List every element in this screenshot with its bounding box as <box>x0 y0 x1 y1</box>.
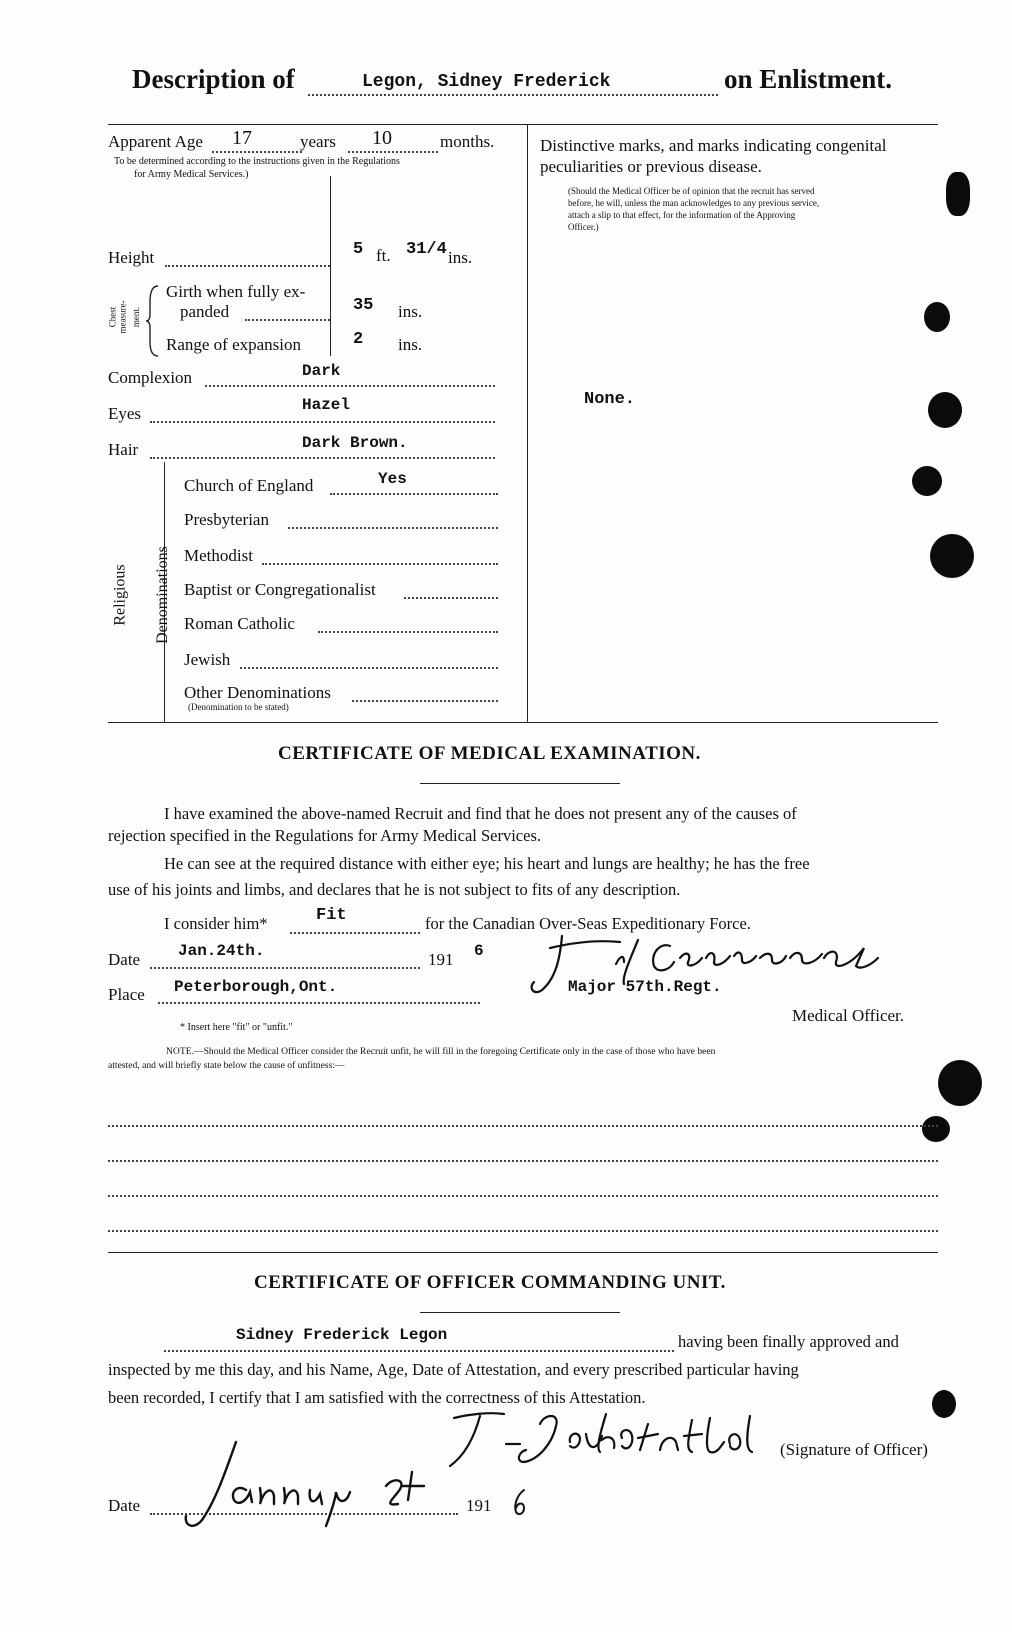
commanding-certificate-title: CERTIFICATE OF OFFICER COMMANDING UNIT. <box>254 1272 726 1293</box>
binder-hole <box>938 1060 982 1106</box>
header-suffix: on Enlistment. <box>724 64 893 94</box>
months-label: months. <box>440 132 495 151</box>
medical-date-value: Jan.24th. <box>178 942 265 960</box>
religion-presbyterian: Presbyterian <box>184 510 269 529</box>
medical-para-2a: He can see at the required distance with either eye; his heart and lungs are healthy; he has the free <box>164 854 810 873</box>
height-ins-label: ins. <box>448 248 473 267</box>
girth-label-1: Girth when fully ex- <box>166 282 306 301</box>
section-rule <box>108 722 938 723</box>
commanding-title-rule <box>420 1312 620 1313</box>
girth-label-2: panded <box>180 302 230 321</box>
medical-place-line <box>158 1002 480 1004</box>
age-note-2: for Army Medical Services.) <box>134 169 249 180</box>
medical-para-1b: rejection specified in the Regulations for Army Medical Services. <box>108 826 541 845</box>
range-label: Range of expansion <box>166 335 302 354</box>
age-years-line <box>212 151 302 153</box>
religion-line-0 <box>330 493 498 495</box>
consider-prefix: I consider him* <box>164 914 268 933</box>
signature-of-officer-label: (Signature of Officer) <box>780 1440 928 1459</box>
girth-value: 35 <box>353 296 374 315</box>
range-unit: ins. <box>398 335 423 354</box>
height-ins-value: 31/4 <box>406 240 447 259</box>
unfitness-line-2 <box>108 1160 938 1162</box>
religious-label-1: Religious <box>111 564 129 626</box>
religion-church-of-england: Church of England <box>184 476 314 495</box>
chest-label-1: Chest <box>107 306 118 328</box>
hair-line <box>150 457 495 459</box>
consider-suffix: for the Canadian Over-Seas Expeditionary Force. <box>425 914 751 933</box>
age-months-value: 10 <box>372 127 392 149</box>
medical-place-label: Place <box>108 985 145 1004</box>
religion-other: Other Denominations <box>184 683 331 702</box>
range-value: 2 <box>353 330 364 349</box>
unfitness-line-3 <box>108 1195 938 1197</box>
medical-year-digit: 6 <box>474 942 484 960</box>
eyes-value: Hazel <box>302 396 351 414</box>
age-note-1: To be determined according to the instructions given in the Regulations <box>114 156 400 167</box>
chest-label-2: measure- <box>117 300 128 334</box>
eyes-label: Eyes <box>108 404 142 423</box>
unfitness-line-4 <box>108 1230 938 1232</box>
apparent-age-label: Apparent Age <box>108 132 203 151</box>
header-dotted-line <box>308 94 718 96</box>
binder-hole <box>930 534 974 578</box>
religion-line-4 <box>318 631 498 633</box>
chest-label-3: ment. <box>131 306 142 328</box>
chest-label <box>106 282 146 356</box>
commanding-year-digit <box>510 1486 530 1518</box>
age-months-line <box>348 151 438 153</box>
recruit-name: Legon, Sidney Frederick <box>362 72 611 92</box>
hair-label: Hair <box>108 440 139 459</box>
binder-hole <box>922 1116 950 1142</box>
commanding-line-2: inspected by me this day, and his Name, Age, Date of Attestation, and every prescribed particular having <box>108 1360 799 1379</box>
medical-para-1a: I have examined the above-named Recruit and find that he does not present any of the causes of <box>164 804 797 823</box>
girth-unit: ins. <box>398 302 423 321</box>
commanding-line-3: been recorded, I certify that I am satisfied with the correctness of this Attestation. <box>108 1388 646 1407</box>
religion-line-3 <box>404 597 498 599</box>
religion-line-5 <box>240 667 498 669</box>
fit-line <box>290 932 420 934</box>
denomination-note: (Denomination to be stated) <box>188 702 289 712</box>
insert-note: * Insert here "fit" or "unfit." <box>180 1022 293 1033</box>
commanding-recruit-name: Sidney Frederick Legon <box>236 1326 448 1344</box>
medical-certificate-title: CERTIFICATE OF MEDICAL EXAMINATION. <box>278 743 701 764</box>
complexion-line <box>205 385 495 387</box>
unfitness-line-1 <box>108 1125 938 1127</box>
religion-roman-catholic: Roman Catholic <box>184 614 295 633</box>
ft-label: ft. <box>376 246 391 265</box>
binder-hole <box>912 466 942 496</box>
religion-line-2 <box>262 563 498 565</box>
column-divider <box>527 124 528 722</box>
age-years-value: 17 <box>232 127 252 149</box>
marks-heading-2: peculiarities or previous disease. <box>540 157 762 176</box>
girth-line <box>245 319 330 321</box>
top-rule <box>108 124 938 125</box>
commanding-line-1-suffix: having been finally approved and <box>678 1332 899 1351</box>
commanding-date-label: Date <box>108 1496 141 1515</box>
medical-date-label: Date <box>108 950 141 969</box>
binder-hole <box>932 1390 956 1418</box>
commanding-date-handwriting <box>176 1430 466 1540</box>
marks-heading-1: Distinctive marks, and marks indicating congenital <box>540 136 887 155</box>
religion-baptist: Baptist or Congregationalist <box>184 580 376 599</box>
header-prefix: Description of <box>132 64 295 94</box>
medical-officer-signature <box>520 928 900 1008</box>
medical-year-prefix: 191 <box>428 950 454 969</box>
religion-church-of-england-value: Yes <box>378 470 407 488</box>
marks-value: None. <box>584 390 636 409</box>
marks-note-3: attach a slip to that effect, for the information of the Approving <box>568 210 796 220</box>
medical-note-a: NOTE.—Should the Medical Officer consider the Recruit unfit, he will fill in the foregoing Certificate only in the case of those who have been <box>166 1046 716 1057</box>
binder-hole <box>946 172 970 216</box>
religion-line-6 <box>352 700 498 702</box>
chest-bracket <box>146 284 160 358</box>
medical-date-line <box>150 967 420 969</box>
height-label: Height <box>108 248 155 267</box>
fitness-value: Fit <box>316 906 347 925</box>
religious-label-2: Denominations <box>153 546 171 644</box>
religion-line-1 <box>288 527 498 529</box>
marks-note-1: (Should the Medical Officer be of opinion that the recruit has served <box>568 186 815 196</box>
hair-value: Dark Brown. <box>302 434 408 452</box>
medical-para-2b: use of his joints and limbs, and declares that he is not subject to fits of any description. <box>108 880 681 899</box>
eyes-line <box>150 421 495 423</box>
recruit-name-line <box>164 1350 674 1352</box>
binder-hole <box>924 302 950 332</box>
complexion-value: Dark <box>302 362 341 380</box>
height-line <box>165 265 330 267</box>
commanding-officer-signature <box>420 1404 800 1476</box>
marks-note-4: Officer.) <box>568 222 599 232</box>
religion-jewish: Jewish <box>184 650 231 669</box>
religious-label <box>100 546 180 644</box>
medical-officer-rank: Major 57th.Regt. <box>568 978 722 996</box>
medical-place-value: Peterborough,Ont. <box>174 978 338 996</box>
religion-methodist: Methodist <box>184 546 253 565</box>
height-ft-value: 5 <box>353 240 364 259</box>
binder-hole <box>928 392 962 428</box>
medical-title-rule <box>420 783 620 784</box>
lower-section-rule <box>108 1252 938 1253</box>
commanding-year-prefix: 191 <box>466 1496 492 1515</box>
medical-officer-title: Medical Officer. <box>792 1006 905 1025</box>
years-label: years <box>300 132 336 151</box>
medical-note-b: attested, and will briefly state below the cause of unfitness:— <box>108 1060 345 1071</box>
complexion-label: Complexion <box>108 368 193 387</box>
marks-note-2: before, he will, unless the man acknowledges to any previous service, <box>568 198 820 208</box>
measurement-divider <box>330 176 331 356</box>
